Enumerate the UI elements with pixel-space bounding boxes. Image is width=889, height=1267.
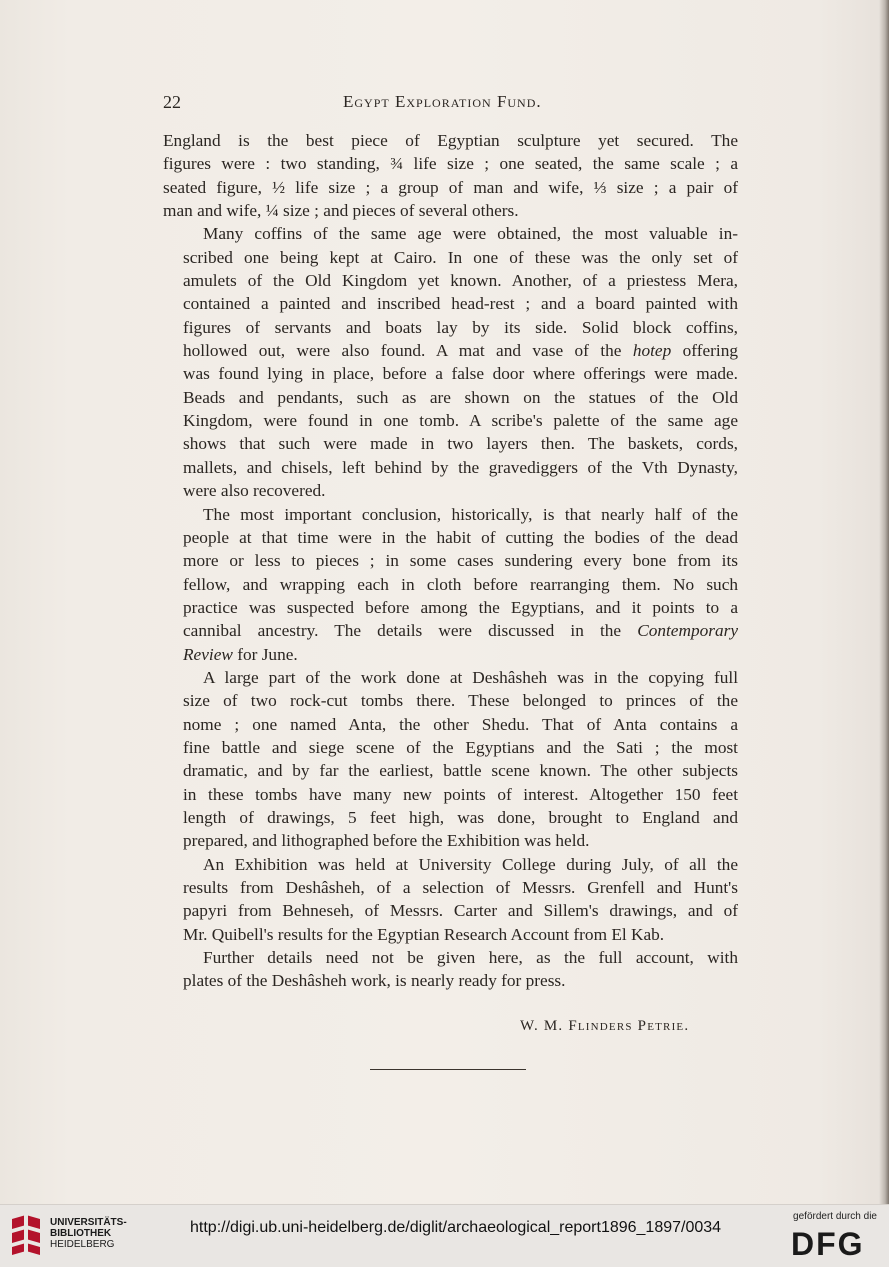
text-line: An Exhibition was held at University College during July, of all the (203, 854, 738, 874)
page-number: 22 (163, 92, 181, 112)
article-body (163, 129, 738, 993)
university-library-logo-icon[interactable] (8, 1213, 44, 1257)
library-name-line-2: BIBLIOTHEK (50, 1228, 112, 1239)
library-name (50, 1217, 127, 1250)
dfg-logo-text: DFG (791, 1227, 865, 1259)
paragraph (163, 129, 738, 222)
paragraph (163, 503, 738, 666)
digitization-footer (0, 1204, 889, 1267)
paragraph (163, 222, 738, 502)
text-line: figures were : two standing, ¾ life size ; one seated, the same scale ; a (163, 154, 738, 174)
text-line: England is the best piece of Egyptian sculpture yet secured. The (163, 131, 738, 150)
text-line: was found lying in place, before a false door where offerings were made. (183, 364, 738, 384)
text-line: Mr. Quibell's results for the Egyptian Research Account from El Kab. (183, 924, 665, 944)
text-line: length of drawings, 5 feet high, was done, brought to England and (183, 807, 738, 827)
journal-title: Egypt Exploration Fund. (343, 92, 542, 111)
text-line: more or less to pieces ; in some cases sundering every bone from its (183, 551, 738, 571)
page-edge-shadow (879, 0, 889, 1204)
text-line: scribed one being kept at Cairo. In one of these was the only set of (183, 247, 738, 267)
text-line: in these tombs have many new points of interest. Altogether 150 feet (183, 784, 738, 804)
author-signature: W. M. Flinders Petrie. (520, 1018, 690, 1034)
text-line: size of two rock-cut tombs there. These belonged to princes of the (183, 691, 738, 711)
library-name-line-1: UNIVERSITÄTS- (50, 1217, 127, 1228)
text-line: fellow, and wrapping each in cloth before rearranging them. No such (183, 574, 738, 594)
text-line: Many coffins of the same age were obtained, the most valuable in- (203, 224, 738, 244)
text-line: contained a painted and inscribed head-rest ; and a board painted with (183, 294, 738, 314)
text-line: Kingdom, were found in one tomb. A scribe's palette of the same age (183, 411, 738, 431)
text-line: nome ; one named Anta, the other Shedu. That of Anta contains a (183, 714, 738, 734)
text-line: figures of servants and boats lay by its side. Solid block coffins, (183, 317, 738, 337)
text-line: papyri from Behneseh, of Messrs. Carter and Sillem's drawings, and of (183, 901, 738, 921)
paragraph (163, 666, 738, 853)
permalink-url[interactable]: http://digi.ub.uni-heidelberg.de/diglit/archaeological_report1896_1897/0034 (190, 1219, 722, 1236)
text-line: prepared, and lithographed before the Exhibition was held. (183, 831, 590, 851)
text-line: seated figure, ½ life size ; a group of man and wife, ⅓ size ; a pair of (163, 177, 738, 197)
paragraph (163, 946, 738, 993)
running-head (163, 92, 738, 116)
text-line: shows that such were made in two layers then. The baskets, cords, (183, 434, 738, 454)
text-line: fine battle and siege scene of the Egyptians and the Sati ; the most (183, 737, 738, 757)
sponsor-caption: gefördert durch die (793, 1211, 877, 1222)
text-line: amulets of the Old Kingdom yet known. Another, of a priestess Mera, (183, 271, 738, 291)
text-line: were also recovered. (183, 481, 326, 501)
library-name-line-3: HEIDELBERG (50, 1239, 115, 1250)
text-line: practice was suspected before among the Egyptians, and it points to a (183, 597, 738, 617)
text-line: Review for June. (183, 644, 298, 664)
text-line: plates of the Deshâsheh work, is nearly ready for press. (183, 971, 566, 991)
paragraph (163, 853, 738, 946)
dfg-logo-icon[interactable] (791, 1227, 877, 1259)
text-line: Further details need not be given here, as the full account, with (203, 948, 738, 968)
text-line: mallets, and chisels, left behind by the gravediggers of the Vth Dynasty, (183, 457, 738, 477)
text-line: cannibal ancestry. The details were discussed in the Contemporary (183, 621, 738, 641)
text-line: The most important conclusion, historically, is that nearly half of the (203, 504, 738, 524)
text-line: dramatic, and by far the earliest, battle scene known. The other subjects (183, 761, 738, 781)
text-line: results from Deshâsheh, of a selection of Messrs. Grenfell and Hunt's (183, 878, 738, 897)
text-line: A large part of the work done at Deshâsheh was in the copying full (203, 667, 738, 687)
text-line: man and wife, ¼ size ; and pieces of several others. (163, 201, 519, 221)
text-line: people at that time were in the habit of cutting the bodies of the dead (183, 527, 738, 547)
text-line: hollowed out, were also found. A mat and vase of the hotep offering (183, 341, 738, 361)
closing-rule (370, 1069, 526, 1070)
text-line: Beads and pendants, such as are shown on the statues of the Old (183, 387, 738, 407)
